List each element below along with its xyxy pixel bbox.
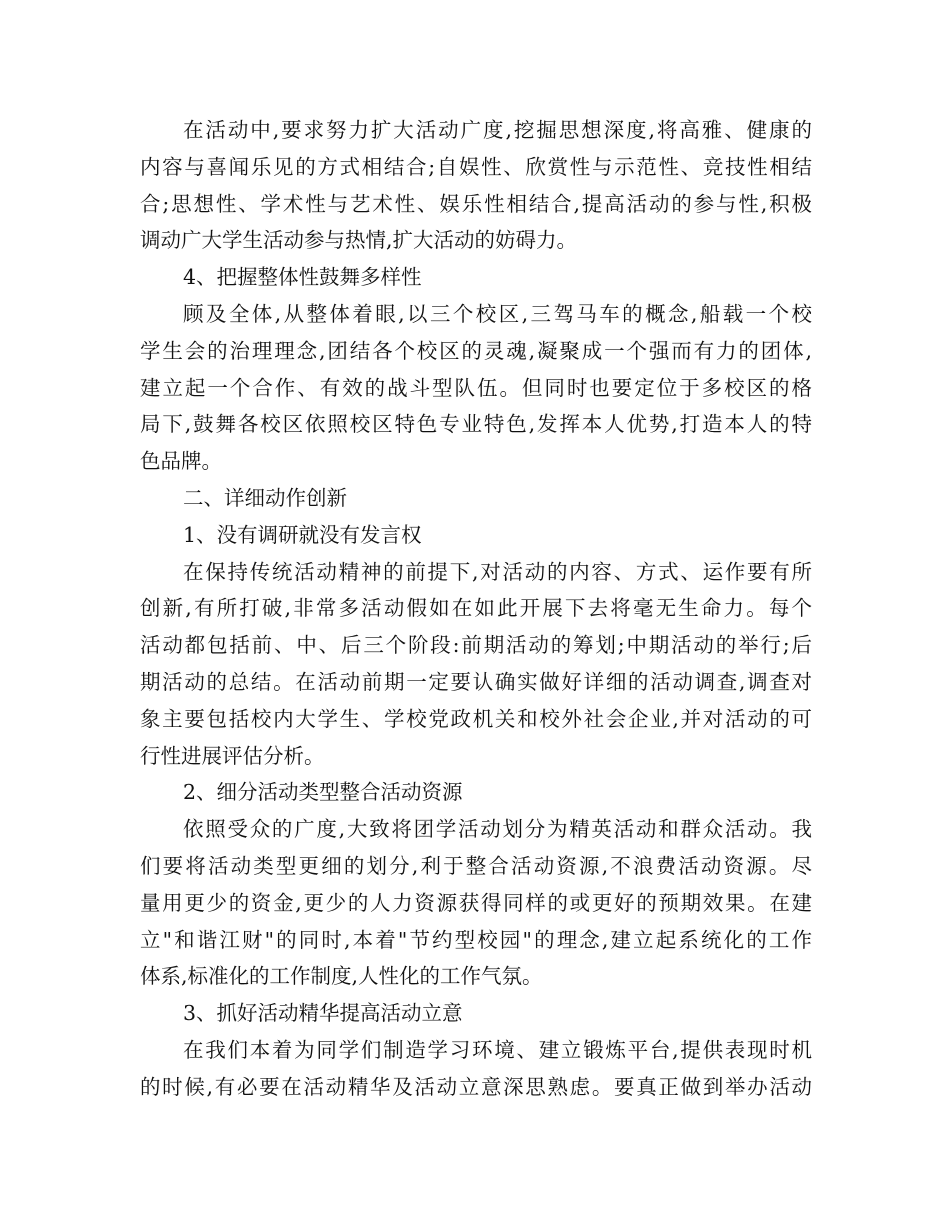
text-line: 色品牌。 xyxy=(140,449,222,474)
text-line: 在我们本着为同学们制造学习环境、建立锻炼平台,提供表现时机 xyxy=(183,1037,812,1062)
document-body xyxy=(140,112,812,1106)
text-line: 立"和谐江财"的同时,本着"节约型校园"的理念,建立起系统化的工作 xyxy=(140,927,812,952)
text-line: 1、没有调研就没有发言权 xyxy=(183,522,422,547)
text-line: 建立起一个合作、有效的战斗型队伍。但同时也要定位于多校区的格 xyxy=(140,375,812,400)
text-line: 在保持传统活动精神的前提下,对活动的内容、方式、运作要有所 xyxy=(183,559,812,584)
text-line: 期活动的总结。在活动前期一定要认确实做好详细的活动调查,调查对 xyxy=(140,669,812,694)
text-line: 调动广大学生活动参与热情,扩大活动的妨碍力。 xyxy=(140,228,578,253)
text-line: 合;思想性、学术性与艺术性、娱乐性相结合,提高活动的参与性,积极 xyxy=(140,191,812,216)
text-line: 们要将活动类型更细的划分,利于整合活动资源,不浪费活动资源。尽 xyxy=(140,853,812,878)
text-line: 内容与喜闻乐见的方式相结合;自娱性、欣赏性与示范性、竞技性相结 xyxy=(140,154,812,179)
text-line: 二、详细动作创新 xyxy=(183,485,347,510)
text-line: 顾及全体,从整体着眼,以三个校区,三驾马车的概念,船载一个校 xyxy=(183,301,812,326)
text-line: 的时候,有必要在活动精华及活动立意深思熟虑。要真正做到举办活动 xyxy=(140,1074,812,1099)
text-line: 象主要包括校内大学生、学校党政机关和校外社会企业,并对活动的可 xyxy=(140,706,812,731)
text-line: 在活动中,要求努力扩大活动广度,挖掘思想深度,将高雅、健康的 xyxy=(183,118,812,142)
text-line: 体系,标准化的工作制度,人性化的工作气氛。 xyxy=(140,964,543,989)
text-line: 行性进展评估分析。 xyxy=(140,743,325,768)
text-line: 局下,鼓舞各校区依照校区特色专业特色,发挥本人优势,打造本人的特 xyxy=(140,412,812,437)
text-line: 3、抓好活动精华提高活动立意 xyxy=(183,1001,463,1026)
text-line: 量用更少的资金,更少的人力资源获得同样的或更好的预期效果。在建 xyxy=(140,890,812,915)
text-line: 学生会的治理理念,团结各个校区的灵魂,凝聚成一个强而有力的团体, xyxy=(140,338,812,363)
text-line: 依照受众的广度,大致将团学活动划分为精英活动和群众活动。我 xyxy=(183,817,812,842)
text-line: 创新,有所打破,非常多活动假如在如此开展下去将毫无生命力。每个 xyxy=(140,596,812,621)
text-line: 2、细分活动类型整合活动资源 xyxy=(183,780,463,805)
text-line: 活动都包括前、中、后三个阶段:前期活动的筹划;中期活动的举行;后 xyxy=(140,633,812,658)
text-line: 4、把握整体性鼓舞多样性 xyxy=(183,265,422,290)
